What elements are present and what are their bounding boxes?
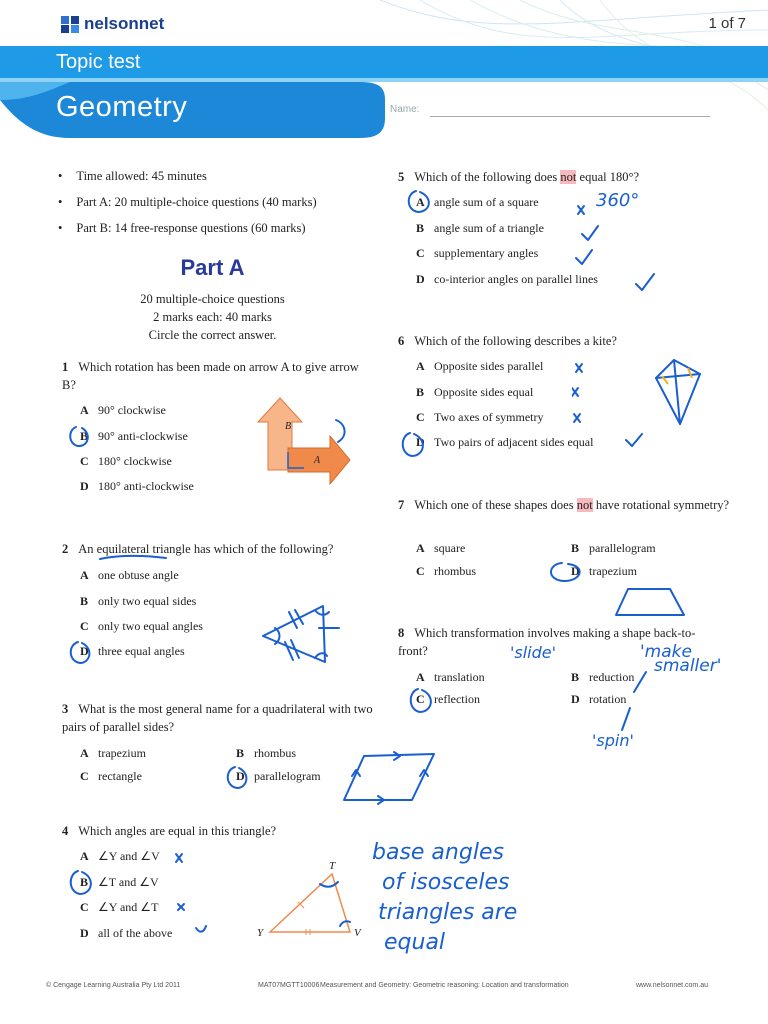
q6-marks [572,360,652,460]
logo-icon [60,13,82,35]
q8-handwritten-spin: 'spin' [592,731,634,750]
option-a[interactable]: A trapezium [80,746,146,760]
option-d[interactable]: D Two pairs of adjacent sides equal [416,435,594,449]
footer-topic: Measurement and Geometry: Geometric reasoning: Location and transformation [320,982,569,989]
q7-answer-circle [544,560,588,584]
option-c[interactable]: C reflection [416,692,480,706]
q4-label-t: T [329,860,336,872]
q1-answer-circle [66,424,94,450]
bullet-item: • Time allowed: 45 minutes [58,169,207,183]
q2-underline [98,553,168,563]
option-b[interactable]: B 90° anti-clockwise [80,429,188,443]
subject-title: Geometry [56,91,188,123]
option-b[interactable]: B only two equal sides [80,594,197,608]
option-d[interactable]: D parallelogram [236,769,321,783]
name-label: Name: [390,104,420,115]
option-d[interactable]: D rotation [571,692,627,706]
q8-handwritten-slide: 'slide' [510,643,557,662]
q5-answer-circle [404,188,436,216]
banner-title: Topic test [56,51,141,73]
option-c[interactable]: C only two equal angles [80,619,203,633]
question-4: 4 Which angles are equal in this triangle? [62,824,277,838]
option-b[interactable]: B reduction [571,670,635,684]
page-indicator: 1 of 7 [708,15,746,32]
option-d[interactable]: D all of the above [80,926,173,940]
q8-answer-circle [406,686,438,716]
q6-answer-circle [398,430,430,460]
option-b[interactable]: B rhombus [236,746,296,760]
q8-handwritten-smaller: smaller' [654,656,722,676]
question-6: 6 Which of the following describes a kite? [398,334,617,348]
option-a[interactable]: A one obtuse angle [80,568,179,582]
option-a[interactable]: A 90° clockwise [80,403,166,417]
part-instructions: 20 multiple-choice questions 2 marks each: 40 marks Circle the correct answer. [140,292,285,342]
part-title: Part A [180,255,245,280]
q8-pointer-lines [600,668,660,738]
q1-label-b: B [285,421,292,432]
question-1: 1 Which rotation has been made on arrow A to give arrow B? [62,360,359,392]
question-7: 7 Which one of these shapes does not have rotational symmetry? [398,498,730,512]
option-b[interactable]: B parallelogram [571,541,656,555]
option-d[interactable]: D 180° anti-clockwise [80,479,194,493]
q2-answer-circle [66,639,96,667]
question-5: 5 Which of the following does not equal 180°? [398,170,640,184]
q6-kite-sketch [652,356,708,428]
q4-triangle-figure [262,868,362,938]
option-c[interactable]: C ∠Y and ∠T [80,900,159,914]
q4-handwritten-note: base angles of isosceles triangles are equal [372,840,518,955]
option-d[interactable]: D co-interior angles on parallel lines [416,272,598,286]
option-b[interactable]: B angle sum of a triangle [416,221,544,235]
logo [60,12,164,36]
q8-handwritten-make: 'make [640,642,692,662]
option-a[interactable]: A Opposite sides parallel [416,359,544,373]
bullet-item: • Part B: 14 free-response questions (60 marks) [58,221,306,235]
q4-label-v: V [354,927,361,939]
option-b[interactable]: B ∠T and ∠V [80,875,159,889]
footer-copyright: © Cengage Learning Australia Pty Ltd 2011 [46,982,181,989]
option-b[interactable]: B Opposite sides equal [416,385,534,399]
option-a[interactable]: A translation [416,670,485,684]
q1-label-a: A [314,455,321,466]
q1-arrows-figure [250,392,370,502]
q7-trapezium-sketch [612,585,688,621]
q4-answer-circle [66,868,98,898]
q4-label-y: Y [257,927,264,939]
q3-parallelogram-sketch [342,748,442,808]
q5-handwritten-note: 360° [596,190,640,211]
q4-marks [172,850,212,940]
option-a[interactable]: A angle sum of a square [416,195,539,209]
question-3: 3 What is the most general name for a quadrilateral with two pairs of parallel sides? [62,702,373,734]
q3-answer-circle [223,764,253,792]
option-d[interactable]: D three equal angles [80,644,185,658]
option-c[interactable]: C supplementary angles [416,246,539,260]
option-a[interactable]: A square [416,541,466,555]
footer-url[interactable]: www.nelsonnet.com.au [636,982,708,989]
q2-triangle-sketch [255,598,355,668]
question-8: 8 Which transformation involves making a shape back-to-front? [398,626,696,658]
option-c[interactable]: C rectangle [80,769,142,783]
option-c[interactable]: C rhombus [416,564,476,578]
option-a[interactable]: A ∠Y and ∠V [80,849,160,863]
option-d[interactable]: D trapezium [571,564,637,578]
q5-marks [574,196,664,296]
option-c[interactable]: C Two axes of symmetry [416,410,544,424]
logo-text: nelsonnet [84,14,165,33]
footer-code: MAT07MGTT10006 [258,982,320,989]
question-2: 2 An equilateral triangle has which of the following? [62,542,334,556]
option-c[interactable]: C 180° clockwise [80,454,172,468]
name-field[interactable] [430,115,710,117]
bullet-item: • Part A: 20 multiple-choice questions (40 marks) [58,195,317,209]
